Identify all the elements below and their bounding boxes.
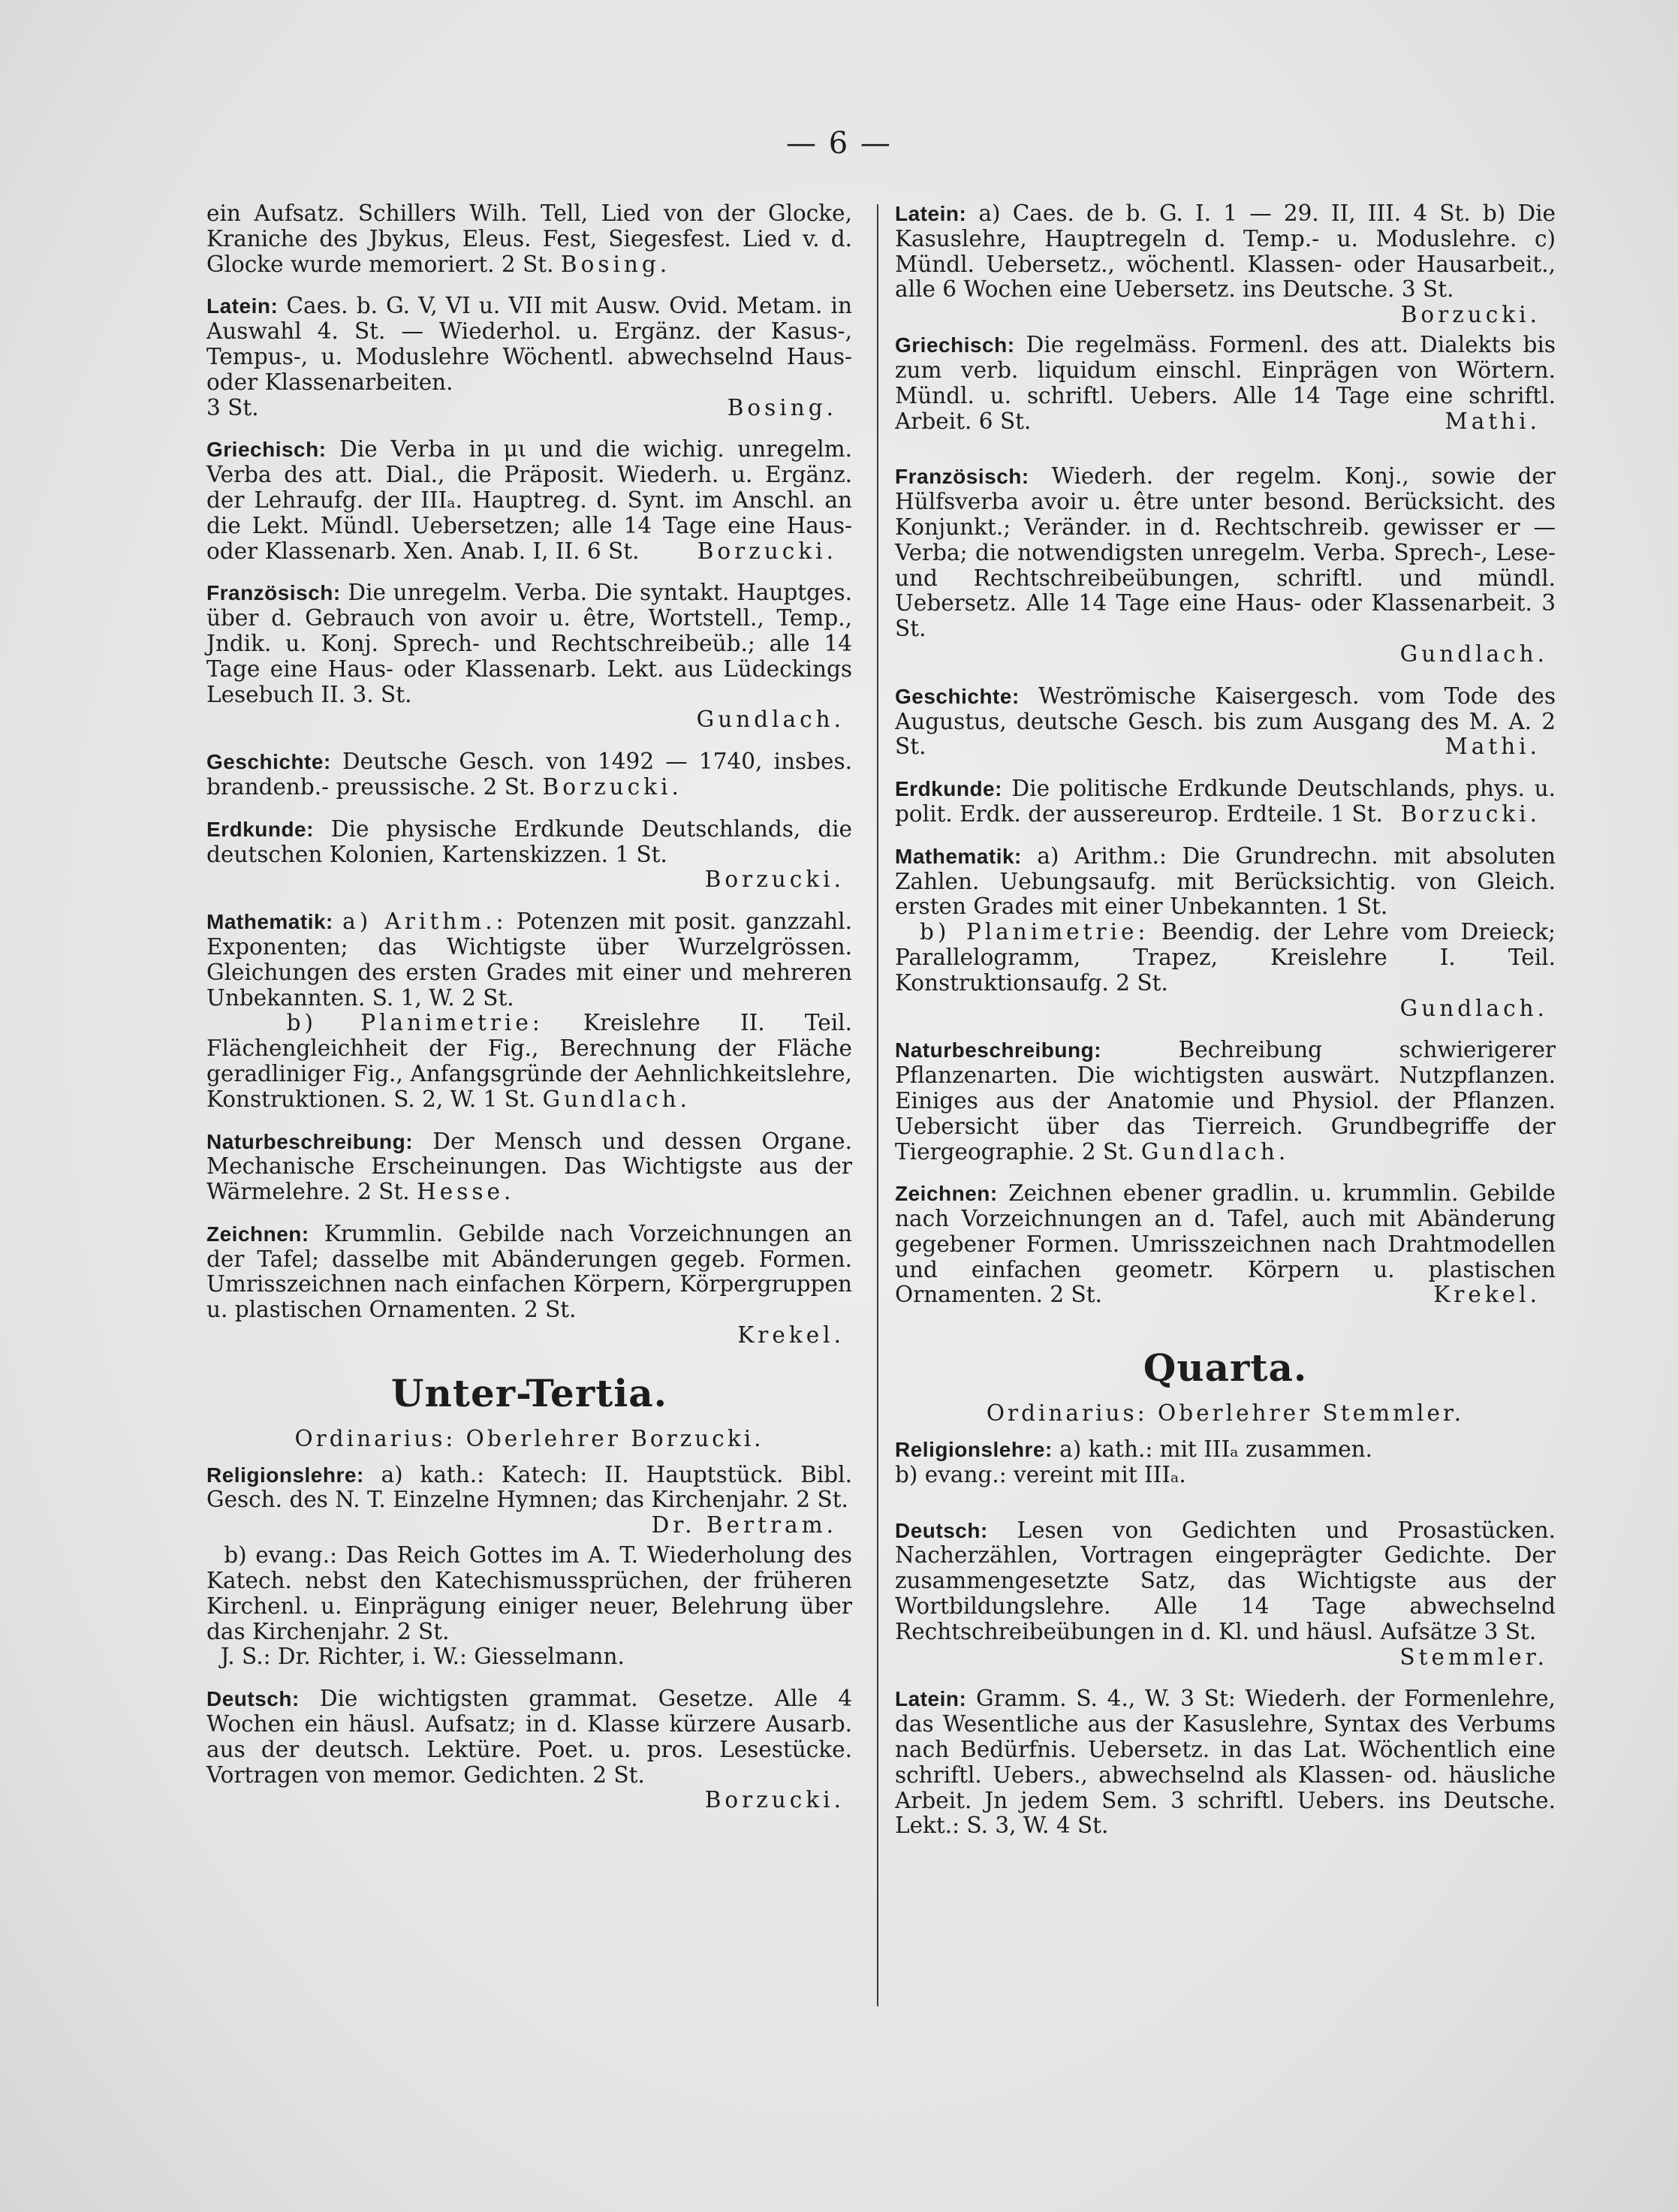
paragraph-mathematik: Mathematik: a) Arithm.: Die Grundrechn. mit absoluten Zahlen. Uebungsaufg. mit Berücksichtig. von Gleich. ersten Grades mit einer Unbekannten. 1 St. b) Planimetrie: Beendig. der Lehre vom Dreieck; Parallelogramm, Trapez, Kreislehre I. Teil. Konstruktionsaufg. 2 St. Gundlach.	[895, 842, 1556, 1021]
paragraph-latein: Latein: Caes. b. G. V, VI u. VII mit Ausw. Ovid. Metam. in Auswahl 4. St. — Wiederhol. u. Ergänz. der Kasus-, Tempus-, u. Moduslehre Wöchentl. abwechselnd Haus- oder Klassenarbeiten. 3 St. Bosing.	[206, 293, 852, 420]
subject-heading: Griechisch:	[206, 438, 327, 462]
teacher-name: Krekel.	[737, 1322, 845, 1349]
teacher-name: Dr. Bertram.	[651, 1512, 837, 1538]
subject-heading: Französisch:	[206, 581, 341, 605]
ordinarius-line: Ordinarius: Oberlehrer Stemmler.	[986, 1400, 1465, 1427]
paragraph-erdkunde: Erdkunde: Die physische Erdkunde Deutschlands, die deutschen Kolonien, Kartenskizzen. 1 St. Borzucki.	[206, 815, 852, 893]
teacher-name: Gundlach.	[1399, 995, 1548, 1021]
paragraph-franzoesisch: Französisch: Wiederh. der regelm. Konj., sowie der Hülfsverba avoir u. être unter besond. Berücksicht. des Konjunkt.; Veränder. in d. Rechtschreib. gewisser er — Verba; die notwendigsten unregelm. Verba. Sprech-, Lese- und Rechtschreibeübungen, schriftl. und mündl. Uebersetz. Alle 14 Tage eine Haus- oder Klassenarbeit. 3 St. Gundlach.	[895, 463, 1556, 667]
teacher-name: Gundlach.	[1399, 640, 1548, 667]
teacher-name: Borzucki.	[1400, 800, 1541, 827]
right-column	[895, 201, 1556, 1855]
paragraph-geschichte: Geschichte: Weströmische Kaisergesch. vom Tode des Augustus, deutsche Gesch. bis zum Ausgang des M. A. 2 St. Mathi.	[895, 683, 1556, 760]
subject-heading: Geschichte:	[895, 684, 1020, 708]
paragraph-deutsch: Deutsch: Die wichtigsten grammat. Gesetze. Alle 4 Wochen ein häusl. Aufsatz; in d. Klasse kürzere Ausarb. aus der deutsch. Lektüre. Poet. u. pros. Lesestücke. Vortragen von memor. Gedichten. 2 St. Borzucki.	[206, 1686, 852, 1813]
subject-heading: Religionslehre:	[895, 1438, 1053, 1462]
left-column	[206, 201, 852, 1830]
subject-heading: Mathematik:	[206, 910, 333, 934]
paragraph-mathematik: Mathematik: a) Arithm.: Potenzen mit posit. ganzzahl. Exponenten; das Wichtigste über Wurzelgrössen. Gleichungen des ersten Grades mit einer und mehreren Unbekannten. S. 1, W. 2 St. b) Planimetrie: Kreislehre II. Teil. Flächengleichheit der Fig., Berechnung der Fläche geradliniger Fig., Anfangsgründe der Aehnlichkeitslehre, Konstruktionen. S. 2, W. 1 St. Gundlach.	[206, 909, 852, 1112]
section-title: Unter-Tertia.	[390, 1370, 668, 1415]
paragraph-religion-kath: Religionslehre: a) kath.: Katech: II. Hauptstück. Bibl. Gesch. des N. T. Einzelne Hymnen; das Kirchenjahr. 2 St. Dr. Bertram.	[206, 1461, 852, 1538]
paragraph-intro: ein Aufsatz. Schillers Wilh. Tell, Lied von der Glocke, Kraniche des Jbykus, Eleus. Fest, Siegesfest. Lied v. d. Glocke wurde memoriert. 2 St. Bosing.	[206, 200, 852, 277]
subject-heading: Latein:	[895, 1687, 967, 1711]
subject-heading: Französisch:	[895, 465, 1029, 489]
teacher-names: J. S.: Dr. Richter, i. W.: Giesselmann.	[220, 1644, 625, 1670]
teacher-name: Stemmler.	[1399, 1644, 1548, 1670]
paragraph-erdkunde: Erdkunde: Die politische Erdkunde Deutschlands, phys. u. polit. Erdk. der aussereurop. Erdteile. 1 St. Borzucki.	[895, 776, 1556, 827]
subject-heading: Deutsch:	[206, 1687, 300, 1711]
paragraph-religion: Religionslehre: a) kath.: mit IIIₐ zusammen. b) evang.: vereint mit IIIₐ.	[895, 1436, 1373, 1487]
column-divider	[877, 204, 878, 2006]
subject-heading: Erdkunde:	[895, 777, 1002, 801]
paragraph-latein: Latein: a) Caes. de b. G. I. 1 — 29. II, III. 4 St. b) Die Kasuslehre, Hauptregeln d. Temp.- u. Moduslehre. c) Mündl. Uebersetz., wöchentl. Klassen- oder Hausarbeit., alle 6 Wochen eine Uebersetz. ins Deutsche. 3 St. Borzucki.	[895, 200, 1556, 328]
paragraph-griechisch: Griechisch: Die Verba in μι und die wichig. unregelm. Verba des att. Dial., die Präposit. Wiederh. u. Ergänz. der Lehraufg. der IIIₐ. Hauptreg. d. Synt. im Anschl. an die Lekt. Mündl. Uebersetzen; alle 14 Tage eine Haus- oder Klassenarb. Xen. Anab. I, II. 6 St. Borzucki.	[206, 436, 852, 564]
teacher-name: Gundlach.	[1140, 1138, 1290, 1165]
ordinarius-line: Ordinarius: Oberlehrer Borzucki.	[294, 1425, 764, 1451]
page-number: — 6 —	[786, 126, 892, 161]
teacher-name: Mathi.	[1445, 734, 1541, 760]
paragraph-latein-quarta: Latein: Gramm. S. 4., W. 3 St: Wiederh. der Formenlehre, das Wesentliche aus der Kasuslehre, Syntax des Verbums nach Bedürfnis. Uebersetz. in das Lat. Wöchentlich eine schriftl. Uebers., abwechselnd als Klassen- od. häusliche Arbeit. Jn jedem Sem. 3 schriftl. Uebers. ins Deutsche. Lekt.: S. 3, W. 4 St.	[895, 1686, 1556, 1839]
paragraph-griechisch: Griechisch: Die regelmäss. Formenl. des att. Dialekts bis zum verb. liquidum einschl. Einprägen von Wörtern. Mündl. u. schriftl. Uebers. Alle 14 Tage eine schriftl. Arbeit. 6 St. Mathi.	[895, 332, 1556, 434]
subject-heading: Religionslehre:	[206, 1463, 364, 1487]
paragraph-franzoesisch: Französisch: Die unregelm. Verba. Die syntakt. Hauptges. über d. Gebrauch von avoir u. être, Wortstell., Temp., Jndik. u. Konj. Sprech- und Rechtschreibeüb.; alle 14 Tage eine Haus- oder Klassenarb. Lekt. aus Lüdeckings Lesebuch II. 3. St. Gundlach.	[206, 580, 852, 733]
teacher-name: Borzucki.	[704, 866, 845, 893]
subject-heading: Latein:	[206, 294, 279, 318]
teacher-name: Mathi.	[1445, 408, 1541, 434]
subject-heading: Erdkunde:	[206, 817, 314, 841]
teacher-name: Borzucki.	[704, 1787, 845, 1813]
subject-heading: Mathematik:	[895, 844, 1022, 868]
teacher-name: Borzucki.	[1400, 302, 1541, 328]
paragraph-naturbeschreibung: Naturbeschreibung: Der Mensch und dessen Organe. Mechanische Erscheinungen. Das Wichtigste aus der Wärmelehre. 2 St. Hesse.	[206, 1128, 852, 1205]
section-title: Quarta.	[1143, 1346, 1308, 1391]
subject-heading: Griechisch:	[895, 333, 1015, 357]
teacher-name: Borzucki.	[542, 773, 682, 800]
paragraph-zeichnen: Zeichnen: Zeichnen ebener gradlin. u. krummlin. Gebilde nach Vorzeichnungen an d. Tafel, auch mit Abänderung gegebener Formen. Umrisszeichnen nach Drahtmodellen und einfachen geometr. Körpern u. plastischen Ornamenten. 2 St. Krekel.	[895, 1180, 1556, 1308]
subject-heading: Geschichte:	[206, 750, 331, 774]
subject-heading: Latein:	[895, 202, 967, 225]
subject-heading: Deutsch:	[895, 1518, 988, 1542]
teacher-name: Gundlach.	[542, 1086, 691, 1112]
paragraph-religion-evang: b) evang.: Das Reich Gottes im A. T. Wiederholung des Katech. nebst den Katechismussprüchen, der früheren Kirchenl. u. Einprägung einiger neuer, Belehrung über das Kirchenjahr. 2 St. J. S.: Dr. Richter, i. W.: Giesselmann.	[206, 1542, 852, 1670]
teacher-name: Hesse.	[417, 1179, 515, 1205]
teacher-name: Gundlach.	[696, 707, 845, 733]
subject-heading: Naturbeschreibung:	[895, 1038, 1102, 1062]
subject-heading: Naturbeschreibung:	[206, 1129, 414, 1153]
paragraph-geschichte: Geschichte: Deutsche Gesch. von 1492 — 1740, insbes. brandenb.- preussische. 2 St. Borzucki.	[206, 749, 852, 800]
paragraph-zeichnen: Zeichnen: Krummlin. Gebilde nach Vorzeichnungen an der Tafel; dasselbe mit Abänderungen gegeb. Formen. Umrisszeichnen nach einfachen Körpern, Körpergruppen u. plastischen Ornamenten. 2 St. Krekel.	[206, 1220, 852, 1349]
subject-heading: Zeichnen:	[206, 1222, 309, 1246]
paragraph-deutsch: Deutsch: Lesen von Gedichten und Prosastücken. Nacherzählen, Vortragen eingeprägter Gedichte. Der zusammengesetzte Satz, das Wichtigste aus der Wortbildungslehre. Alle 14 Tage abwechselnd Rechtschreibeübungen in d. Kl. und häusl. Aufsätze 3 St. Stemmler.	[895, 1517, 1556, 1670]
teacher-name: Bosing.	[560, 251, 671, 277]
paragraph-naturbeschreibung: Naturbeschreibung: Bechreibung schwierigerer Pflanzenarten. Die wichtigsten auswärt. Nutzpflanzen. Einiges aus der Anatomie und Physiol. der Pflanzen. Uebersicht über das Tierreich. Grundbegriffe der Tiergeographie. 2 St. Gundlach.	[895, 1037, 1556, 1165]
teacher-name: Krekel.	[1433, 1282, 1541, 1308]
subject-heading: Zeichnen:	[895, 1182, 998, 1206]
teacher-name: Bosing.	[727, 394, 837, 420]
teacher-name: Borzucki.	[697, 538, 837, 564]
